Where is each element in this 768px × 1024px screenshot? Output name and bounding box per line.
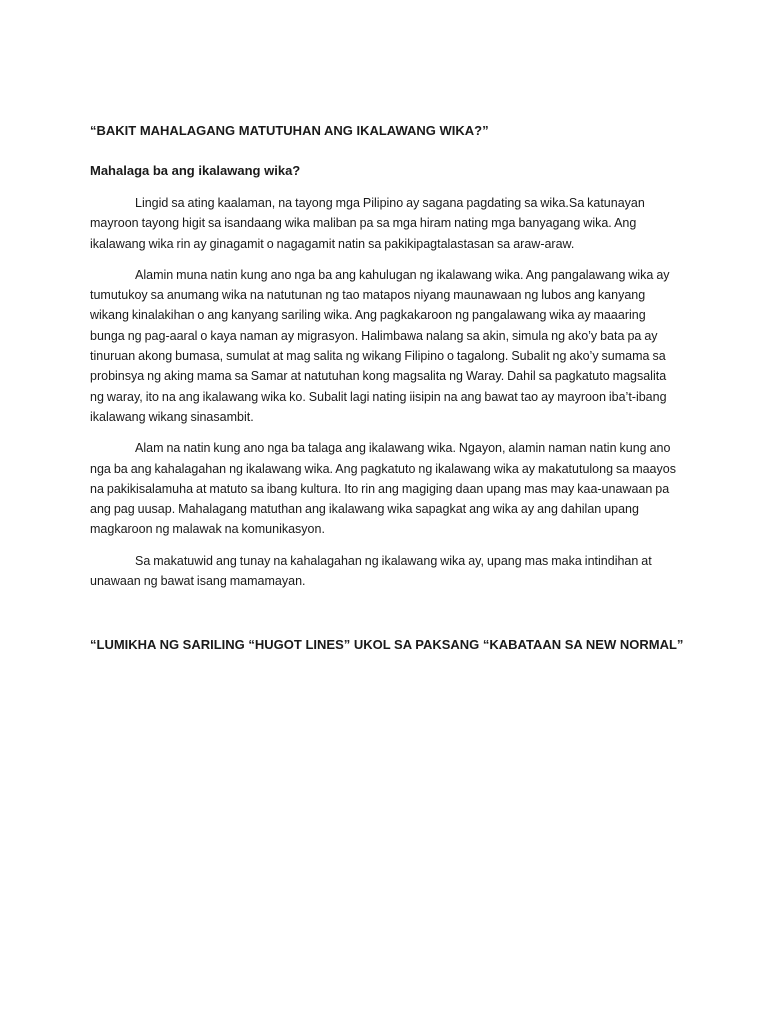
paragraph-3: Alam na natin kung ano nga ba talaga ang ikalawang wika. Ngayon, alamin naman natin kung ano nga ba ang kahalagahan ng ikalawang wika. Ang pagkatuto ng ikalawang wika ay makatutulong sa maayos na pakikisalamuha at matuto sa ibang kultura. Ito rin ang magiging daan upang mas may kaa-unawaan pa ang pag uusap. Mahalagang matuthan ang ikalawang wika sapagkat ang wika ay ang dahilan upang magkaroon ng malawak na komunikasyon. <box>90 441 676 537</box>
paragraph-2: Alamin muna natin kung ano nga ba ang kahulugan ng ikalawang wika. Ang pangalawang wika ay tumutukoy sa anumang wika na natutunan ng tao matapos niyang maunawaan ng lubos ang kanyang wikang kinalakihan o ang kanyang sariling wika. Ang pagkakaroon ng pangalawang wika ay maaaring bunga ng pag-aaral o kaya naman ay migrasyon. Halimbawa nalang sa akin, simula ng ako’y bata pa ay tinuruan akong bumasa, sumulat at mag salita ng wikang Filipino o tagalong. Subalit ng ako’y sumama sa probinsya ng aking mama sa Samar at natutuhan kong magsalita ng Waray. Dahil sa pagkatuto magsalita ng waray, ito na ang ikalawang wika ko. Subalit lagi nating iisipin na ang bawat tao ay mayroon iba’t-ibang ikalawang wikang sinasambit. <box>90 267 670 424</box>
document-title: “BAKIT MAHALAGANG MATUTUHAN ANG IKALAWANG WIKA?” <box>90 123 489 138</box>
paragraph-1: Lingid sa ating kaalaman, na tayong mga Pilipino ay sagana pagdating sa wika.Sa katunayan mayroon tayong higit sa isandaang wika maliban pa sa mga hiram nating mga banyagang wika. Ang ikalawang wika rin ay ginagamit o nagagamit natin sa pakikipagtalastasan sa araw-araw. <box>90 196 645 251</box>
second-heading: “LUMIKHA NG SARILING “HUGOT LINES” UKOL SA PAKSANG “KABATAAN SA NEW NORMAL” <box>90 637 684 653</box>
paragraph-4: Sa makatuwid ang tunay na kahalagahan ng ikalawang wika ay, upang mas maka intindihan at unawaan ng bawat isang mamamayan. <box>90 553 652 589</box>
section-question: Mahalaga ba ang ikalawang wika? <box>90 163 301 178</box>
document-body <box>90 121 684 655</box>
